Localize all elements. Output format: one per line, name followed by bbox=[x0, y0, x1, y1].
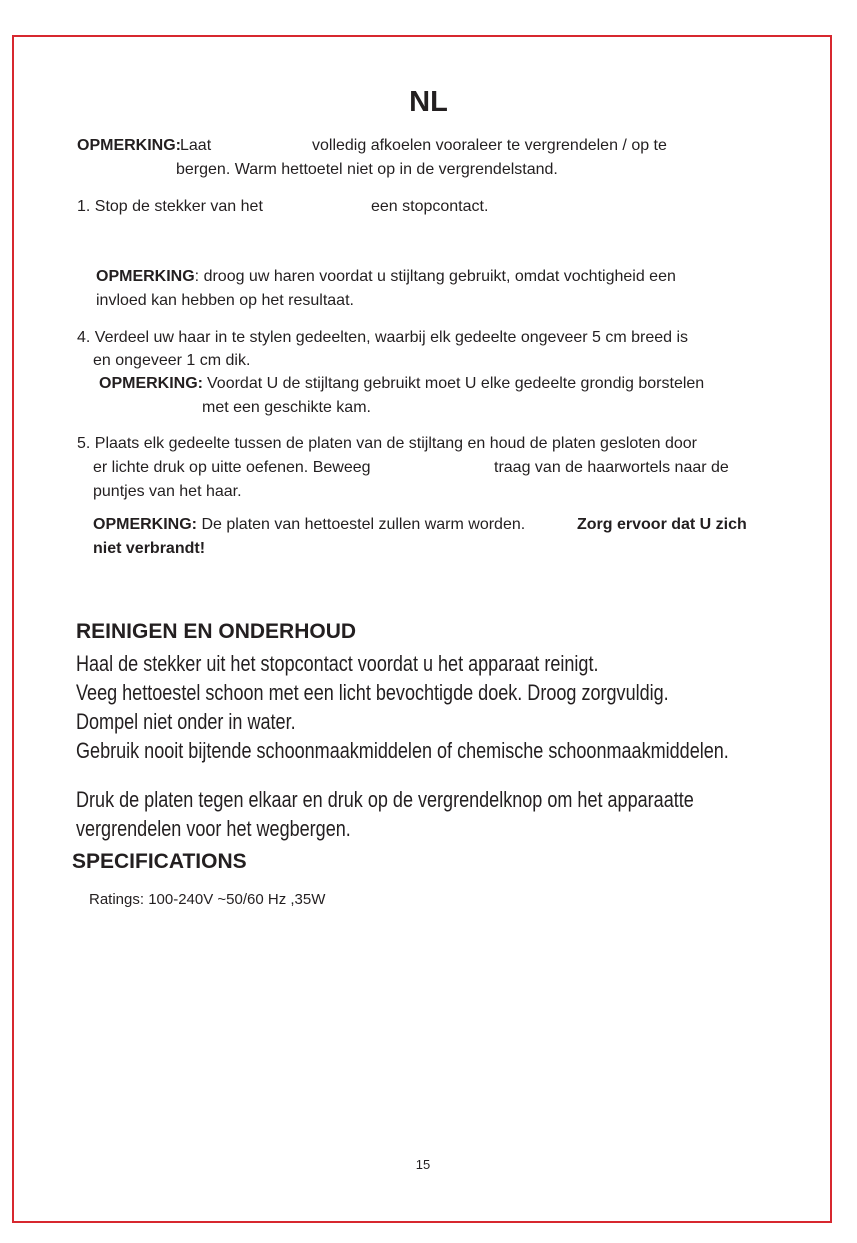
warning-text: Zorg ervoor dat U zich bbox=[577, 516, 747, 533]
note-text: volledig afkoelen vooraleer te vergrendelen / op te bbox=[312, 137, 667, 154]
note-text: : droog uw haren voordat u stijltang gebruikt, omdat vochtigheid een bbox=[194, 268, 676, 285]
note-line bbox=[96, 266, 676, 288]
step-text: puntjes van het haar. bbox=[93, 483, 242, 500]
step-text: traag van de haarwortels naar de bbox=[494, 459, 729, 476]
note-label: OPMERKING: bbox=[99, 375, 203, 392]
note-label: OPMERKING: bbox=[93, 516, 197, 533]
cleaning-line: Gebruik nooit bijtende schoonmaakmiddelen of chemische schoonmaakmiddelen. bbox=[76, 738, 729, 763]
note-text: Laat bbox=[180, 137, 212, 154]
ratings-text: Ratings: 100-240V ~50/60 Hz ,35W bbox=[89, 891, 326, 908]
note-text: invloed kan hebben op het resultaat. bbox=[96, 292, 354, 309]
cleaning-line: Veeg hettoestel schoon met een licht bevochtigde doek. Droog zorgvuldig. bbox=[76, 680, 669, 705]
note-text: met een geschikte kam. bbox=[202, 399, 371, 416]
lock-instruction: vergrendelen voor het wegbergen. bbox=[76, 816, 351, 841]
section-title-specifications: SPECIFICATIONS bbox=[72, 850, 247, 873]
step-text: een stopcontact. bbox=[371, 198, 489, 215]
section-title-cleaning: REINIGEN EN ONDERHOUD bbox=[76, 620, 357, 643]
warning-text: niet verbrandt! bbox=[93, 540, 206, 557]
note-label: OPMERKING bbox=[96, 268, 195, 285]
note-label: OPMERKING: bbox=[77, 137, 181, 154]
step-text: 5. Plaats elk gedeelte tussen de platen van de stijltang en houd de platen gesloten door bbox=[77, 435, 698, 452]
step-text: 4. Verdeel uw haar in te stylen gedeelten, waarbij elk gedeelte ongeveer 5 cm breed is bbox=[77, 329, 689, 346]
cleaning-line: Dompel niet onder in water. bbox=[76, 709, 296, 734]
note-line bbox=[93, 514, 525, 536]
step-text: 1. Stop de stekker van het bbox=[77, 198, 263, 215]
note-text: bergen. Warm hettoetel niet op in de vergrendelstand. bbox=[176, 161, 558, 178]
language-heading: NL bbox=[409, 86, 448, 118]
lock-instruction: Druk de platen tegen elkaar en druk op de vergrendelknop om het apparaatte bbox=[76, 787, 694, 812]
step-text: en ongeveer 1 cm dik. bbox=[93, 352, 251, 369]
note-text: Voordat U de stijltang gebruikt moet U elke gedeelte grondig borstelen bbox=[207, 375, 705, 392]
note-text: De platen van hettoestel zullen warm worden. bbox=[201, 516, 526, 533]
cleaning-line: Haal de stekker uit het stopcontact voordat u het apparaat reinigt. bbox=[76, 651, 599, 676]
step-text: er lichte druk op uitte oefenen. Beweeg bbox=[93, 459, 371, 476]
page-number: 15 bbox=[415, 1157, 431, 1172]
